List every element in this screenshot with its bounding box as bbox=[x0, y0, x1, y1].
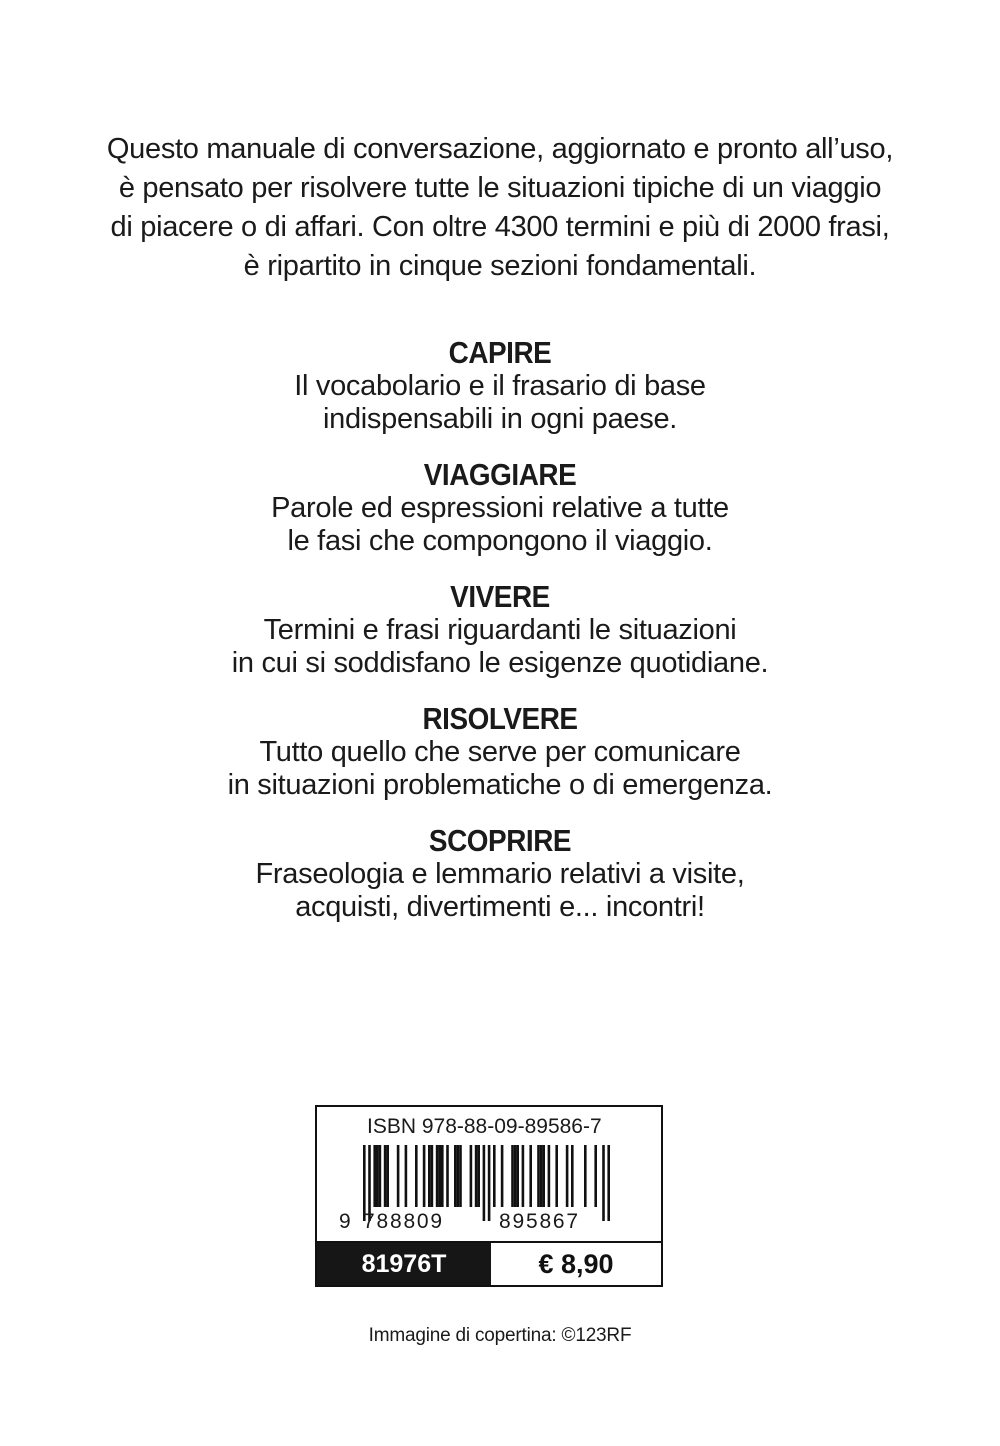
barcode-bar bbox=[537, 1145, 540, 1207]
barcode-bar bbox=[384, 1145, 387, 1207]
intro-line: è pensato per risolvere tutte le situazioni tipiche di un viaggio bbox=[118, 172, 882, 204]
barcode-bar bbox=[376, 1145, 379, 1207]
barcode-bar bbox=[373, 1145, 376, 1207]
section-description-line: in situazioni problematiche o di emergenza. bbox=[227, 769, 773, 801]
section-description-line: Parole ed espressioni relative a tutte bbox=[271, 492, 729, 524]
barcode-bar bbox=[529, 1145, 532, 1207]
barcode-bar bbox=[459, 1145, 462, 1207]
product-code: 81976T bbox=[317, 1243, 491, 1285]
barcode-bar bbox=[436, 1145, 439, 1207]
barcode-bar bbox=[441, 1145, 444, 1207]
barcode-bar bbox=[548, 1145, 551, 1207]
barcode-bar bbox=[501, 1145, 504, 1207]
section-description-line: acquisti, divertimenti e... incontri! bbox=[295, 891, 705, 923]
barcode-bar bbox=[540, 1145, 543, 1207]
barcode-guard-bar bbox=[483, 1145, 486, 1221]
barcode-bar bbox=[511, 1145, 514, 1207]
section-title: VIAGGIARE bbox=[423, 457, 577, 492]
barcode-bar bbox=[555, 1145, 558, 1207]
barcode-bar bbox=[431, 1145, 434, 1207]
barcode-bar bbox=[438, 1145, 441, 1207]
barcode-guard-bar bbox=[607, 1145, 610, 1221]
barcode-box bbox=[315, 1105, 663, 1287]
barcode-bar bbox=[446, 1145, 449, 1207]
barcode-bar bbox=[454, 1145, 457, 1207]
barcode-bar bbox=[386, 1145, 389, 1207]
barcode-bar bbox=[379, 1145, 382, 1207]
section-description-line: Termini e frasi riguardanti le situazioni bbox=[263, 614, 737, 646]
barcode-bar bbox=[397, 1145, 400, 1207]
isbn-label: ISBN 978-88-09-89586-7 bbox=[367, 1115, 602, 1138]
barcode-bar bbox=[415, 1145, 418, 1207]
cover-image-credit: Immagine di copertina: ©123RF bbox=[368, 1325, 632, 1346]
barcode-bar bbox=[516, 1145, 519, 1207]
section-title: SCOPRIRE bbox=[428, 823, 572, 858]
barcode-bar bbox=[542, 1145, 545, 1207]
section-description-line: in cui si soddisfano le esigenze quotidiane. bbox=[231, 647, 769, 679]
sections-list bbox=[0, 336, 1000, 946]
intro-paragraph bbox=[0, 130, 1000, 286]
barcode-bar bbox=[571, 1145, 574, 1207]
barcode-guard-bar bbox=[602, 1145, 605, 1221]
barcode-bar bbox=[428, 1145, 431, 1207]
barcode-bar bbox=[514, 1145, 517, 1207]
barcode-bar bbox=[405, 1145, 408, 1207]
barcode-bar bbox=[423, 1145, 426, 1207]
barcode-bar bbox=[594, 1145, 597, 1207]
price-row bbox=[317, 1241, 661, 1285]
section-title: RISOLVERE bbox=[422, 701, 578, 736]
barcode-bar bbox=[475, 1145, 478, 1207]
barcode-bar bbox=[470, 1145, 473, 1207]
barcode-bar bbox=[457, 1145, 460, 1207]
section-title: VIVERE bbox=[450, 579, 550, 614]
section-scoprire bbox=[0, 824, 1000, 924]
barcode-bar bbox=[566, 1145, 569, 1207]
section-description-line: Tutto quello che serve per comunicare bbox=[259, 736, 741, 768]
intro-line: è ripartito in cinque sezioni fondamentali. bbox=[243, 250, 757, 282]
section-description-line: indispensabili in ogni paese. bbox=[322, 403, 678, 435]
section-description-line: Il vocabolario e il frasario di base bbox=[294, 370, 706, 402]
barcode-digits-left: 788809 bbox=[363, 1210, 444, 1233]
section-title: CAPIRE bbox=[448, 335, 552, 370]
section-description-line: le fasi che compongono il viaggio. bbox=[287, 525, 713, 557]
price-label: € 8,90 bbox=[538, 1249, 614, 1279]
barcode-bar bbox=[493, 1145, 496, 1207]
section-viaggiare bbox=[0, 458, 1000, 558]
section-vivere bbox=[0, 580, 1000, 680]
intro-line: Questo manuale di conversazione, aggiornato e pronto all’uso, bbox=[106, 133, 894, 165]
section-risolvere bbox=[0, 702, 1000, 802]
barcode-guard-bar bbox=[488, 1145, 491, 1221]
barcode-digit-prefix: 9 bbox=[339, 1210, 351, 1233]
barcode-bar bbox=[522, 1145, 525, 1207]
barcode-bar bbox=[477, 1145, 480, 1207]
section-capire bbox=[0, 336, 1000, 436]
section-description-line: Fraseologia e lemmario relativi a visite, bbox=[255, 858, 745, 890]
intro-line: di piacere o di affari. Con oltre 4300 termini e più di 2000 frasi, bbox=[110, 211, 890, 243]
barcode-bar bbox=[584, 1145, 587, 1207]
barcode-digits-right: 895867 bbox=[499, 1210, 580, 1233]
